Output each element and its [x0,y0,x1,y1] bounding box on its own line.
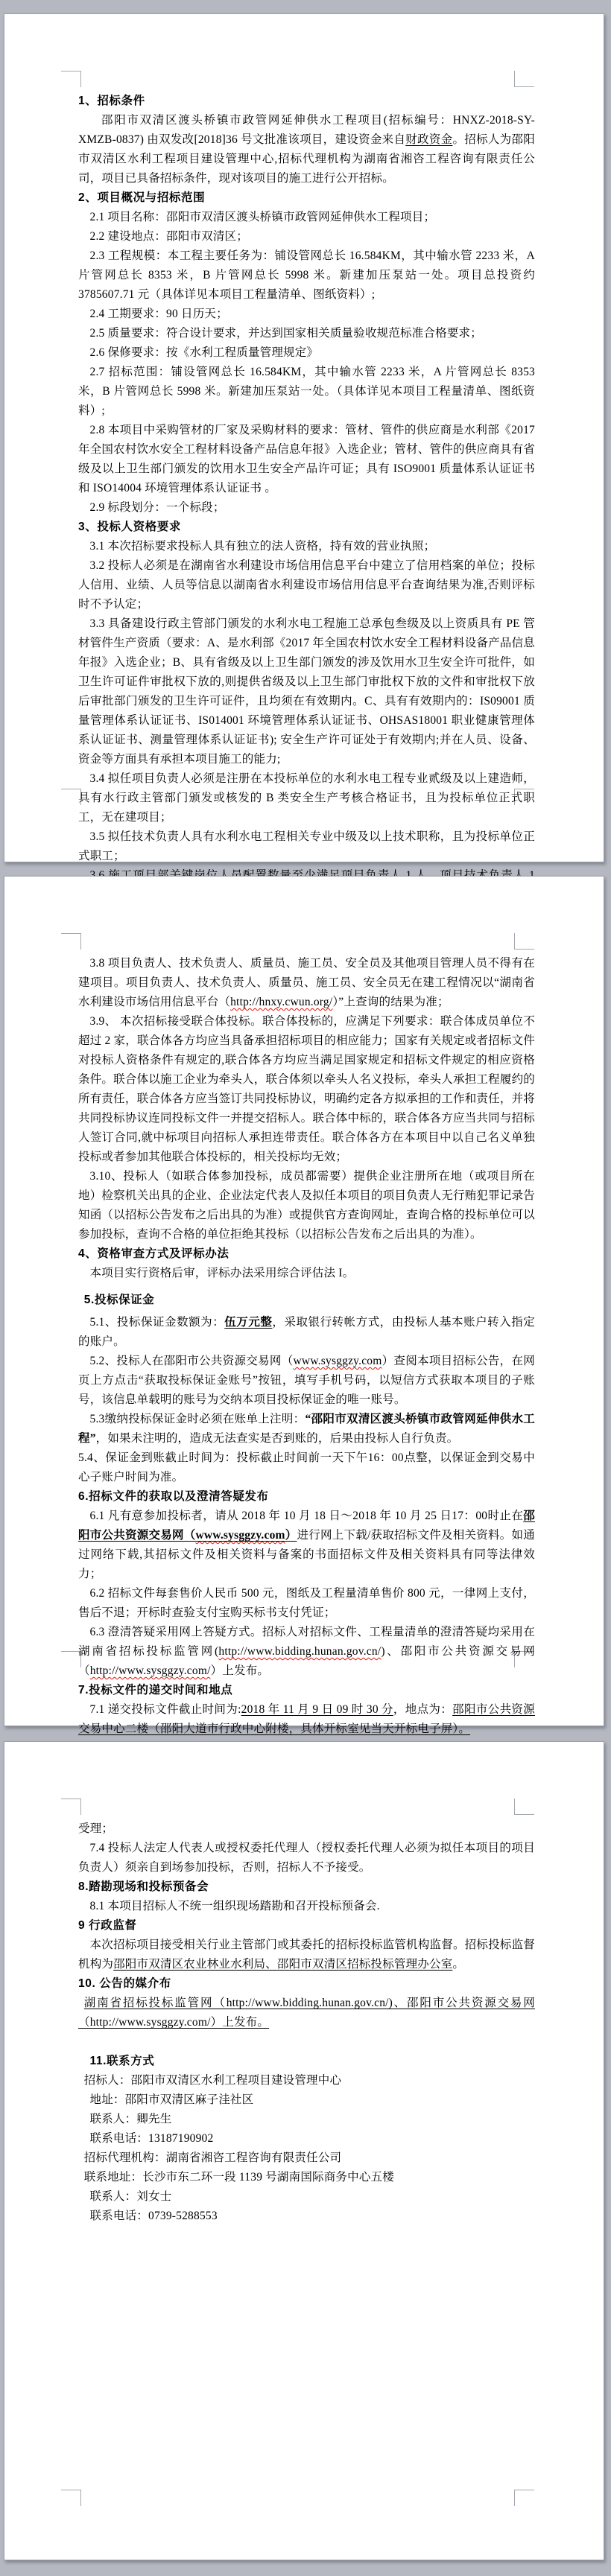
text-run: 。 [452,1958,465,1971]
paragraph [78,1623,535,1681]
margin-crop-mark [61,71,81,87]
paragraph [78,2129,535,2149]
text-run: 11.联系方式 [89,2055,155,2067]
text-run: 联系人：刘女士 [89,2190,172,2203]
paragraph [78,208,535,227]
text-run: 6.1 凡有意参加投标者，请从 2018 年 10 月 18 日～2018 年 10 月 25 日17：00时止在 [89,1510,524,1522]
text-run: ，采取银行转帐方式，由投标人基本账户转入指定的账户。 [78,1316,535,1348]
paragraph [78,2110,535,2129]
section-heading [78,1244,535,1264]
text-run: 2、项目概况与招标范围 [78,191,206,204]
text-run: 7.4 投标人法定人代表人或授权委托代理人（授权委托代理人必须为拟任本项目的项目负责人）须亲自到场参加投标，否则，招标人不予接受。 [78,1842,535,1874]
text-run: 7.1 递交投标文件截止时间为: [89,1703,241,1716]
section-heading [78,1681,535,1700]
paragraph [78,343,535,363]
section-heading [78,188,535,208]
text-run: 。招标人为邵阳市双清区水利工程项目建设管理中心,招标代理机构为湖南省湘咨工程咨询有限责任公司，项目已具备招标条件，现对该项目的施工进行公开招标。 [78,133,535,185]
paragraph [78,1819,535,1839]
paragraph [78,2207,535,2226]
margin-crop-mark [514,71,534,87]
paragraph [78,2187,535,2207]
paragraph [78,1584,535,1623]
text-run: 2.1 项目名称：邵阳市双清区渡头桥镇市政管网延伸供水工程项目； [89,211,436,223]
text-run: 2.6 保修要求：按《水利工程质量管理规定》 [89,346,319,359]
section-heading [78,1291,535,1310]
text-run: 2.8 本项目中采购管材的厂家及采购材料的要求：管材、管件的供应商是水利部《2017 年全国农村饮水安全工程材料设备产品信息年报》入选企业；管材、管件的供应商具有省级及以上卫生部门颁发的饮用水卫生安全产品许可证；具有 ISO9001 质量体系认证证书和 ISO14004 环境管理体系认证证书 。 [78,424,535,494]
text-run: 邵阳市公共资源交易中心二楼（邵阳大道市行政中心附楼，具体开标室见当天开标电子屏）。 [78,1703,535,1735]
text-run: 联系电话：13187190902 [89,2132,214,2145]
text-run: 2.9 标段划分：一个标段； [89,501,225,514]
text-run: 3.9、 本次招标接受联合体投标。联合体投标的，应满足下列要求：联合体成员单位不超过 2 家，联合体各方均应当具备承担招标项目的相应能力；国家有关规定或者招标文件对投标人资格条件有规定的,联合体各方均应当满足国家规定和招标文件规定的相应资格条件。联合体以施工企业为牵头人，联合体须以牵头人名义投标，牵头人承担工程履约的所有责任，联合体各方应当签订共同投标协议，明确约定各方拟承担的工作和责任，并将共同投标协议连同投标文件一并提交招标人。联合体中标的，联合体各方应当共同与招标人签订合同,就中标项目向招标人承担连带责任。联合体各方在本项目中以自己名义单独投标或者参加其他联合体投标的，相关投标均无效； [78,1015,535,1163]
paragraph [78,1167,535,1244]
text-run: 湖南省招标投标监管网（http://www.bidding.hunan.gov.cn/)、邵阳市公共资源交易网（http://www.sysggzy.com/）上发布。 [78,1997,535,2029]
url-text: http://hnxy.cwun.org/ [230,996,333,1008]
paragraph [78,1700,535,1739]
paragraph [78,111,535,188]
url-text: www.sysggzy.com [195,1529,285,1542]
text-run: 邵阳市公共资源交易网（ [78,1510,535,1542]
text-run: 3.10、投标人（如联合体参加投标，成员都需要）提供企业注册所在地（或项目所在地）检察机关出具的企业、企业法定代表人及拟任本项目的项目负责人无行贿犯罪记录告知函（以招标公告发布之后出具的为准）或提供官方查询网址，查询合格的投标单位可以参加投标，查询不合格的单位拒绝其投标（以招标公告发布之后出具的为准）。 [78,1170,535,1241]
margin-crop-mark [61,933,81,950]
text-run: 本项目实行资格后审，评标办法采用综合评估法 I。 [89,1267,355,1279]
text-run: 5.4、保证金到账截止时间为：投标截止时间前一天下午16：00点整，以保证金到交易中心子账户时间为准。 [78,1451,535,1483]
section-heading [78,1916,535,1936]
text-run: 6.2 招标文件每套售价人民币 500 元，图纸及工程量清单售价 800 元，一律网上支付，售后不退；开标时查验支付宝购买标书支付凭证； [78,1587,535,1619]
paragraph [78,556,535,614]
url-text [218,1645,381,1658]
url-text [230,996,332,1008]
text-run: 进行网上下载/获取招标文件及相关资料。如通过网络下载,其招标文件及相关资料与备案的书面招标文件及相关资料具有同等法律效力； [78,1529,535,1580]
text-run: “邵阳市双清区渡头桥镇市政管网延伸供水工程” [78,1413,535,1445]
paragraph [78,1897,535,1916]
text-run: 2.4 工期要求：90 日历天； [89,308,228,320]
margin-crop-mark [514,1799,534,1815]
text-run: 伍万元整 [224,1316,273,1329]
text-run: 5.1、投标保证金数额为： [89,1316,225,1329]
text-run: 3、投标人资格要求 [78,521,182,533]
text-run: 财政资金 [405,133,453,146]
paragraph [78,1012,535,1167]
paragraph [78,1994,535,2032]
text-run: 邵阳市双清区渡头桥镇市政管网延伸供水工程项目(招标编号：HNXZ-2018-SY-XMZB-0837) 由双发改[2018]36 号文批准该项目，建设资金来自 [78,114,535,146]
text-run: 6.招标文件的获取以及澄清答疑发布 [78,1490,269,1503]
text-run: 3.4 拟任项目负责人必须是注册在本投标单位的水利水电工程专业贰级及以上建造师，具有水行政主管部门颁发或核发的 B 类安全生产考核合格证书，且为投标单位正式职工，无在建项目； [78,772,535,824]
page-content [78,1819,535,2226]
text-run: 本次招标项目接受相关行业主管部门或其委托的招标投标监管机构监督。招标投标监督机构为 [78,1939,535,1971]
paragraph [78,2149,535,2168]
paragraph [78,2032,535,2052]
paragraph [78,1313,535,1352]
paragraph [78,1936,535,1974]
paragraph [78,537,535,556]
paragraph [78,1448,535,1487]
text-run: 6.3 澄清答疑采用网上答疑方式。招标人对招标文件、工程量清单的澄清答疑均采用在湖南省招标投标监管网( [78,1626,535,1658]
paragraph [78,954,535,1012]
text-run: 联系电话：0739-5288553 [89,2210,218,2222]
text-run: 2018 年 11 月 9 日 09 时 30 分 [241,1703,393,1716]
text-run: 联系地址：长沙市东二环一段 1139 号湖南国际商务中心五楼 [83,2171,394,2184]
text-run: 联系人：卿先生 [89,2113,172,2125]
margin-crop-mark [514,2490,534,2506]
text-run: 3.3 具备建设行政主管部门颁发的水利水电工程施工总承包叁级及以上资质具有 PE 管材管件生产资质（要求：A、是水利部《2017 年全国农村饮水安全工程材料设备产品信息年报》入选企业；B、具有省级及以上卫生部门颁发的涉及饮用水卫生安全许可批件，如卫生许可证件审批权下放的,则提供省级及以上卫生部门审批权下放的文件和审批权下放后审批部门颁发的卫生许可证件，且均须在有效期内。C、具有有效期内的：IS09001 质量管理体系认证证书、IS014001 环境管理体系认证证书、OHSAS18001 职业健康管理体系认证证书、测量管理体系认证证书); 安全生产许可证处于有效期内;并在人员、设备、资金等方面具有承担本项目施工的能力; [78,617,535,766]
text-run: 5.2、投标人在邵阳市公共资源交易网（ [89,1355,294,1367]
text-run: 2.3 工程规模：本工程主要任务为：铺设管网总长 16.584KM，其中输水管 2233 米，A 片管网总长 8353 米，B 片管网总长 5998 米。新建加压泵站一处。项目总投资约 3785607.71 元（具体详见本项目工程量清单、图纸资料）; [78,249,535,301]
paragraph [78,1507,535,1584]
text-run: ）查阅本项目招标公告，在网页上方点击“获取投标保证金账号”按钮，填写手机号码，以短信方式获取本项目的子账号，该信息单载明的账号为交纳本项目投标保证金的唯一账号。 [78,1355,535,1406]
text-run: 3.8 项目负责人、技术负责人、质量员、施工员、安全员及其他项目管理人员不得有在建项目。项目负责人、技术负责人、质量员、施工员、安全员无在建工程情况以“湖南省水利建设市场信用信息平台（ [78,957,535,1008]
paragraph [78,2071,535,2090]
text-run: ）上发布。 [210,1664,270,1677]
text-run: 3.5 拟任技术负责人具有水利水电工程相关专业中级及以上技术职称，且为投标单位正式职工； [78,830,535,862]
document-page-3 [4,1741,604,2560]
document-page-2 [4,876,604,1735]
paragraph [78,1352,535,1410]
margin-crop-mark [61,2490,81,2506]
text-run: ，如果未注明的，造成无法查实是否到账的，后果由投标人自行负责。 [95,1432,459,1445]
document-page-1 [4,13,604,862]
text-run: 10. 公告的媒介布 [78,1977,171,1990]
paragraph [78,1410,535,1448]
paragraph [78,2168,535,2187]
text-run: ） [285,1529,297,1542]
text-run: 8.1 本项目招标人不统一组织现场踏勘和召开投标预备会. [89,1900,380,1912]
text-run: 招标代理机构：湖南省湘咨工程咨询有限责任公司 [83,2152,342,2164]
text-run: 5.投标保证金 [83,1294,155,1306]
paragraph [78,305,535,324]
margin-crop-mark [61,1799,81,1815]
text-run: 邵阳市双清区农业林业水利局、邵阳市双清区招标投标管理办公室 [113,1958,453,1971]
text-run: 2.5 质量要求：符合设计要求，并达到国家相关质量验收规范标准合格要求； [89,327,482,340]
paragraph [78,247,535,305]
paragraph [78,324,535,343]
section-heading [78,2052,535,2071]
url-text [294,1355,382,1367]
paragraph [78,227,535,247]
text-run: 5.3缴纳投标保证金时必须在账单上注明： [89,1413,306,1425]
url-text: www.sysggzy.com [293,1355,382,1367]
text-run: 9 行政监督 [78,1919,137,1932]
paragraph [78,421,535,498]
text-run: 2.2 建设地点：邵阳市双清区； [89,230,248,243]
text-run: 2.7 招标范围：铺设管网总长 16.584KM，其中输水管 2233 米，A 片管网总长 8353 米，B 片管网总长 5998 米。新建加压泵站一处。（具体详见本项目工程量清单、图纸资料）; [78,366,535,417]
text-run: )、邵阳市公共资源交易网（ [78,1645,535,1677]
text-run: 受理； [78,1822,114,1835]
text-run: 7.投标文件的递交时间和地点 [78,1684,233,1696]
section-heading [78,1974,535,1994]
paragraph [78,363,535,421]
paragraph [78,1839,535,1877]
paragraph [78,827,535,866]
text-run: 8.踏勘现场和投标预备会 [78,1880,209,1893]
paragraph [78,2090,535,2110]
text-run: 地址：邵阳市双清区麻子洼社区 [89,2093,254,2106]
url-text [90,1664,211,1677]
text-run: 招标人：邵阳市双清区水利工程项目建设管理中心 [83,2074,342,2087]
url-text: http://www.bidding.hunan.gov.cn/ [218,1645,382,1658]
url-text [196,1529,285,1542]
url-text: http://www.sysggzy.com/ [89,1664,211,1677]
page-content [78,954,535,1816]
margin-crop-mark [514,933,534,950]
paragraph [78,769,535,827]
text-run: 3.1 本次招标要求投标人具有独立的法人资格，持有效的营业执照； [89,540,436,553]
section-heading [78,518,535,537]
text-run: 1、招标条件 [78,95,145,107]
text-run: 3.2 投标人必须是在湖南省水利建设市场信用信息平台中建立了信用档案的单位；投标人信用、业绩、人员等信息以湖南省水利建设市场信用信息平台查询结果为准,否则评标时不予认定； [78,559,535,611]
section-heading [78,1877,535,1897]
section-heading [78,92,535,111]
paragraph [78,498,535,518]
text-run: 4、资格审查方式及评标办法 [78,1247,229,1260]
paragraph [78,1264,535,1283]
paragraph [78,614,535,769]
text-run: ，地点为： [393,1703,453,1716]
text-run: ）”上查询的结果为准； [332,996,449,1008]
section-heading [78,1487,535,1507]
